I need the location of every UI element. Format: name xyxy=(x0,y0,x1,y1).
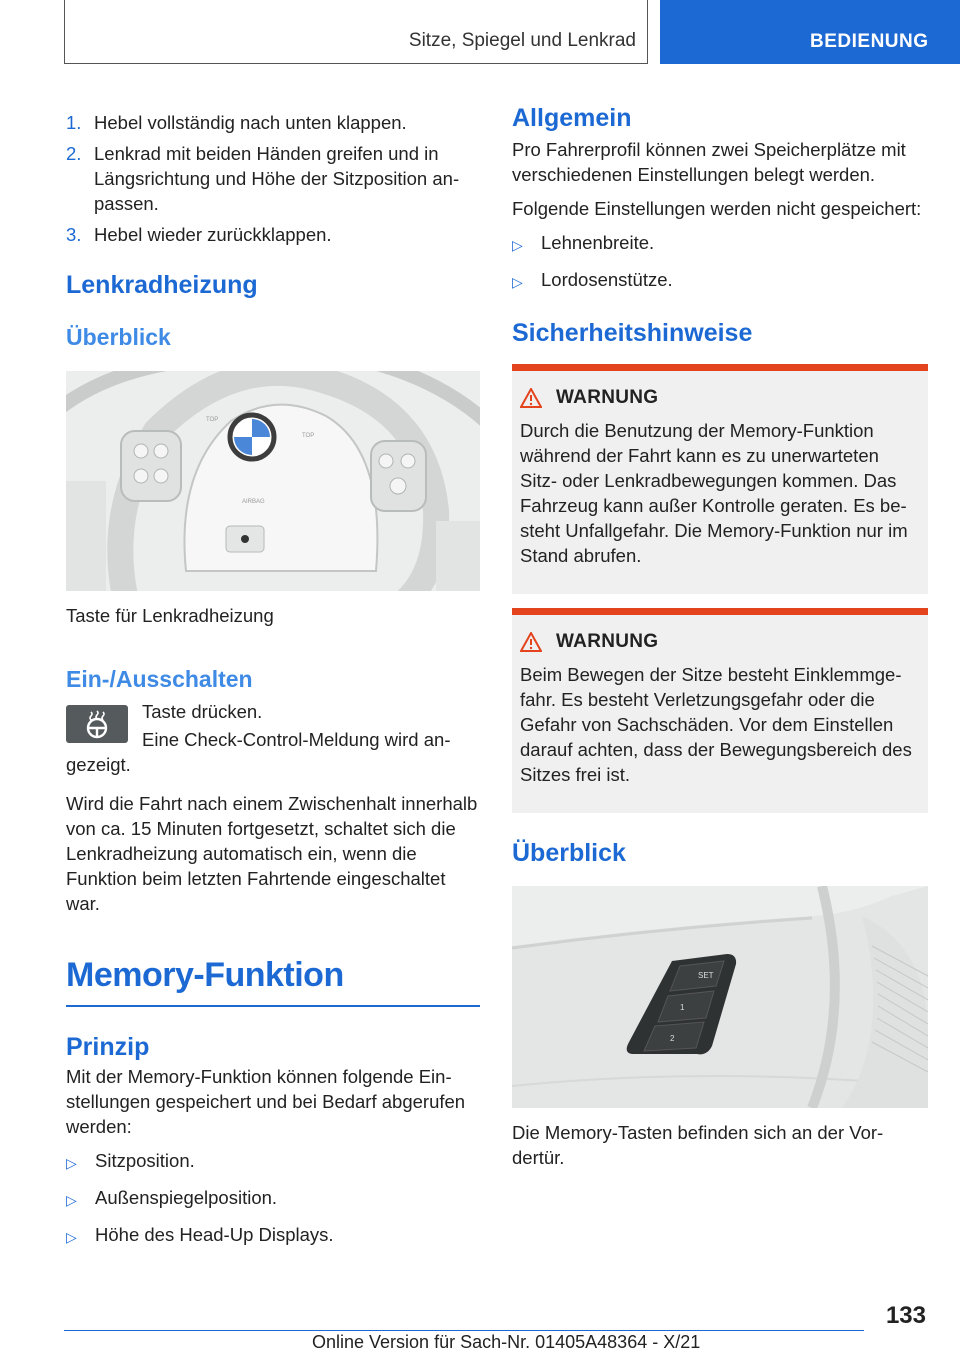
warning-text: Beim Bewegen der Sitze besteht Einklemmgefahr. Es besteht Verletzungsgefahr oder die Gefahr von Sachschäden. Vor dem Einstellen darauf achten, dass der Bewegungsbereich des Sitzes frei ist. xyxy=(520,664,912,785)
prinzip-list xyxy=(66,1148,480,1250)
list-item: ▷ Lordosenstütze. xyxy=(512,267,928,295)
bullet-icon: ▷ xyxy=(66,1192,77,1208)
heading-overview: Überblick xyxy=(66,324,171,350)
door-memory-image xyxy=(512,886,928,1108)
label-set: SET xyxy=(698,971,714,980)
heading-memory: Memory-Funktion xyxy=(66,956,344,994)
allgemein-p1: Pro Fahrerprofil können zwei Speicherplätze mit verschiedenen Einstellungen belegt werden. xyxy=(512,139,906,185)
label-airbag: AIRBAG xyxy=(242,499,265,505)
chapter-tab[interactable]: BEDIENUNG xyxy=(660,0,960,64)
figure2-caption: Die Memory-Tasten befinden sich an der Vordertür. xyxy=(512,1122,884,1168)
warning-header xyxy=(520,385,918,410)
list-item: ▷ Höhe des Head-Up Displays. xyxy=(66,1222,480,1250)
footer-rule xyxy=(64,1330,864,1331)
bullet-icon: ▷ xyxy=(66,1155,77,1171)
warning-label: WARNUNG xyxy=(556,387,659,408)
list-item: 3. Hebel wieder zurückklappen. xyxy=(66,224,332,245)
warning-text: Durch die Benutzung der Memory-Funktion während der Fahrt kann es zu unerwarteten Sitz- oder Lenkradbewegungen kommen. Das Fahrzeug kann außer Kontrolle geraten. Es besteht Unfallgefahr. Die Memory-Funktion nur im Stand abrufen. xyxy=(520,420,908,566)
bullet-icon: ▷ xyxy=(512,274,523,290)
list-item: ▷ Außenspiegelposition. xyxy=(66,1185,480,1213)
bullet-icon: ▷ xyxy=(66,1229,77,1245)
label-one: 1 xyxy=(680,1003,685,1012)
onoff-block xyxy=(66,699,480,777)
list-item: 2. Lenkrad mit beiden Händen greifen und in Längsrichtung und Höhe der Sitzposition anpassen. xyxy=(66,143,460,214)
steps-list xyxy=(66,110,480,247)
memory-rule xyxy=(66,1005,480,1007)
prinzip-paragraph: Mit der Memory-Funktion können folgende Einstellungen gespeichert und bei Bedarf abgerufen werden: xyxy=(66,1066,466,1137)
heading-onoff: Ein-/Ausschalten xyxy=(66,666,253,692)
left-column xyxy=(66,110,480,1250)
warning-box xyxy=(512,608,928,813)
steering-heat-button-icon xyxy=(66,705,128,743)
list-item: 1. Hebel vollständig nach unten klappen. xyxy=(66,112,407,133)
heading-prinzip: Prinzip xyxy=(66,1033,150,1061)
warning-triangle-icon xyxy=(520,632,542,652)
warning-triangle-icon xyxy=(520,388,542,408)
label-two: 2 xyxy=(670,1034,675,1043)
figure1-caption: Taste für Lenkradheizung xyxy=(66,605,274,626)
steering-wheel-image xyxy=(66,371,480,591)
heading-heating: Lenkradheizung xyxy=(66,271,258,299)
list-item: ▷ Lehnenbreite. xyxy=(512,230,928,258)
heating-paragraph: Wird die Fahrt nach einem Zwischenhalt innerhalb von ca. 15 Minuten fortgesetzt, schaltet sich die Lenkradheizung automatisch ein, wenn die Funktion beim letzten Fahrtende eingeschaltet war. xyxy=(66,793,478,914)
warning-header xyxy=(520,629,918,654)
heading-allgemein: Allgemein xyxy=(512,104,632,132)
heated-steering-wheel-icon xyxy=(82,709,112,739)
allgemein-p2: Folgende Einstellungen werden nicht gespeichert: xyxy=(512,198,922,219)
right-column xyxy=(512,104,928,1170)
online-version-note[interactable]: Online Version für Sach-Nr. 01405A48364 - X/21 xyxy=(312,1332,701,1352)
bullet-icon: ▷ xyxy=(512,237,523,253)
onoff-line2: Eine Check-Control-Meldung wird angezeigt. xyxy=(66,729,451,775)
door-panel-drawing xyxy=(512,886,928,1108)
allgemein-list xyxy=(512,230,928,295)
heading-overview-right: Überblick xyxy=(512,839,626,867)
onoff-line1: Taste drücken. xyxy=(142,701,263,722)
section-title: Sitze, Spiegel und Lenkrad xyxy=(408,30,636,51)
heading-safety: Sicherheitshinweise xyxy=(512,319,753,347)
warning-box xyxy=(512,364,928,594)
warning-label: WARNUNG xyxy=(556,631,659,652)
label-top-right: TOP xyxy=(302,433,315,439)
steering-wheel-drawing xyxy=(66,371,480,591)
page-number: 133 xyxy=(885,1302,926,1329)
label-top-left: TOP xyxy=(206,417,219,423)
list-item: ▷ Sitzposition. xyxy=(66,1148,480,1176)
